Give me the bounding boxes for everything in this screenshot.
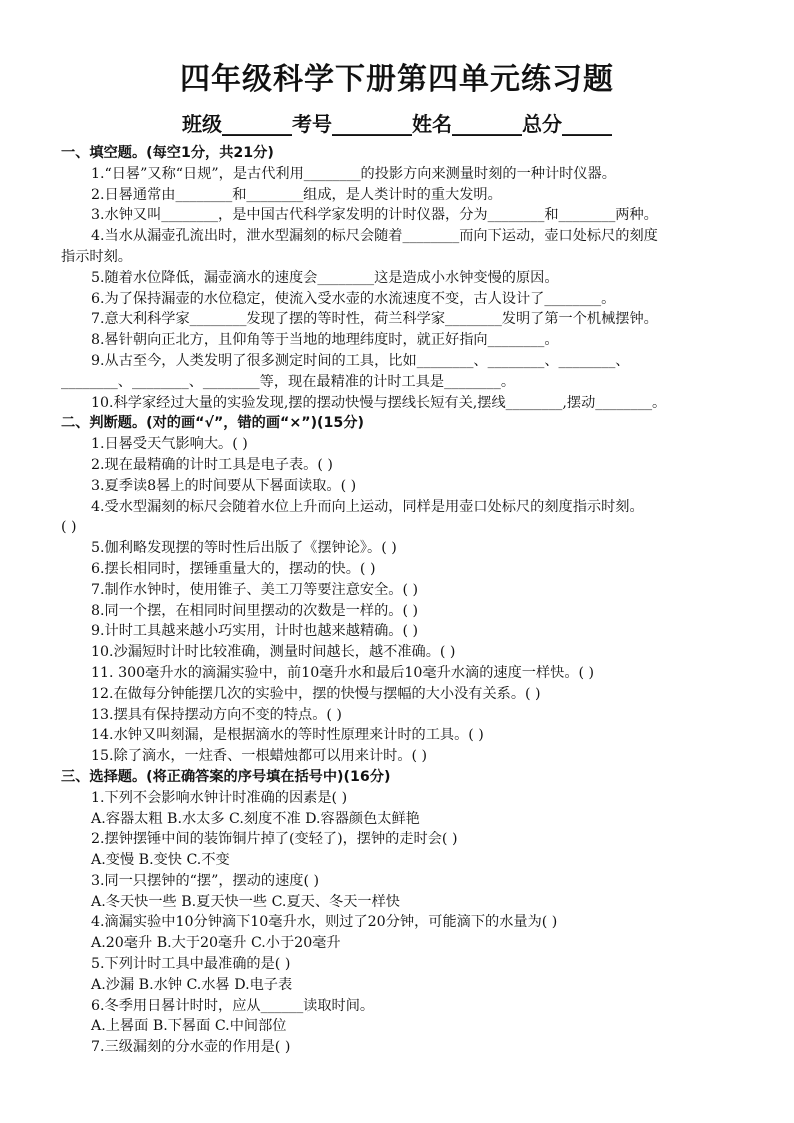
question-item: 5.随着水位降低，漏壶滴水的速度会________这是造成小水钟变慢的原因。 xyxy=(91,269,559,286)
question-item-continuation: ( ) xyxy=(61,519,77,536)
answer-options: A.20毫升 B.大于20毫升 C.小于20毫升 xyxy=(91,935,341,952)
question-item: 4.滴漏实验中10分钟滴下10毫升水，则过了20分钟，可能滴下的水量为( ) xyxy=(91,914,558,931)
question-item: 6.摆长相同时，摆锤重量大的，摆动的快。( ) xyxy=(91,560,376,577)
question-item: 3.夏季读8晷上的时间要从下晷面读取。( ) xyxy=(91,477,357,494)
question-item: 12.在做每分钟能摆几次的实验中，摆的快慢与摆幅的大小没有关系。( ) xyxy=(91,685,541,702)
question-item: 15.除了滴水，一炷香、一根蜡烛都可以用来计时。( ) xyxy=(91,748,428,765)
answer-options: A.沙漏 B.水钟 C.水晷 D.电子表 xyxy=(91,976,293,993)
answer-options: A.容器太粗 B.水太多 C.刻度不准 D.容器颜色太鲜艳 xyxy=(91,810,420,827)
question-item: 3.同一只摆钟的“摆”，摆动的速度( ) xyxy=(91,872,320,889)
question-item: 8.晷针朝向正北方，且仰角等于当地的地理纬度时，就正好指向________。 xyxy=(91,332,559,349)
question-item: 7.三级漏刻的分水壶的作用是( ) xyxy=(91,1039,291,1056)
question-item: 5.伽利略发现摆的等时性后出版了《摆钟论》。( ) xyxy=(91,540,397,557)
question-item: 11. 300毫升水的滴漏实验中，前10毫升水和最后10毫升水滴的速度一样快。( ) xyxy=(91,664,595,681)
question-item: 9.从古至今，人类发明了很多测定时间的工具，比如________、________、________、 xyxy=(91,352,630,369)
question-item: 1.下列不会影响水钟计时准确的因素是( ) xyxy=(91,789,348,806)
section-heading-fill-blank: 一、填空题。(每空1分，共21分) xyxy=(61,145,274,161)
answer-options: A.上晷面 B.下晷面 C.中间部位 xyxy=(91,1018,287,1035)
question-item: 13.摆具有保持摆动方向不变的特点。( ) xyxy=(91,706,342,723)
section-heading-true-false: 二、判断题。(对的画“√”，错的画“×”)(15分) xyxy=(61,415,364,432)
question-item: 7.意大利科学家________发现了摆的等时性，荷兰科学家________发明了第一个机械摆钟。 xyxy=(91,311,658,328)
question-item: 10.科学家经过大量的实验发现,摆的摆动快慢与摆线长短有关,摆线________,摆动________。 xyxy=(91,394,667,411)
question-item: 1.“日晷”又称“日规”，是古代利用________的投影方向来测量时刻的一种计时仪器。 xyxy=(91,165,616,182)
question-item: 1.日晷受天气影响大。( ) xyxy=(91,436,248,453)
question-item: 6.冬季用日晷计时时，应从______读取时间。 xyxy=(91,997,375,1014)
question-item: 8.同一个摆，在相同时间里摆动的次数是一样的。( ) xyxy=(91,602,419,619)
question-item: 9.计时工具越来越小巧实用，计时也越来越精确。( ) xyxy=(91,623,419,640)
question-item: 3.水钟又叫________，是中国古代科学家发明的计时仪器，分为________和________两种。 xyxy=(91,207,658,224)
question-item: 2.日晷通常由________和________组成，是人类计时的重大发明。 xyxy=(91,186,502,203)
question-item-continuation: ________、________、________等，现在最精准的计时工具是________。 xyxy=(61,373,516,390)
question-item: 7.制作水钟时，使用锥子、美工刀等要注意安全。( ) xyxy=(91,581,419,598)
question-item: 4.受水型漏刻的标尺会随着水位上升而向上运动，同样是用壶口处标尺的刻度指示时刻。 xyxy=(91,498,644,515)
answer-options: A.变慢 B.变快 C.不变 xyxy=(91,852,230,869)
question-item-continuation: 指示时刻。 xyxy=(61,248,132,265)
question-item: 4.当水从漏壶孔流出时，泄水型漏刻的标尺会随着________而向下运动，壶口处标尺的刻度 xyxy=(91,228,658,245)
exam-content xyxy=(61,143,741,1058)
question-item: 6.为了保持漏壶的水位稳定，使流入受水壶的水流速度不变，古人设计了________。 xyxy=(91,290,616,307)
question-item: 14.水钟又叫刻漏，是根据滴水的等时性原理来计时的工具。( ) xyxy=(91,727,484,744)
student-info-line: 班级_______考号________姓名_______总分_____ xyxy=(182,112,612,136)
section-heading-multiple-choice: 三、选择题。(将正确答案的序号填在括号中)(16分) xyxy=(61,768,391,785)
question-item: 2.现在最精确的计时工具是电子表。( ) xyxy=(91,456,333,473)
question-item: 2.摆钟摆锤中间的装饰铜片掉了(变轻了)，摆钟的走时会( ) xyxy=(91,831,458,848)
answer-options: A.冬天快一些 B.夏天快一些 C.夏天、冬天一样快 xyxy=(91,893,400,910)
question-item: 10.沙漏短时计时比较准确，测量时间越长，越不准确。( ) xyxy=(91,644,456,661)
page-title: 四年级科学下册第四单元练习题 xyxy=(180,62,614,97)
question-item: 5.下列计时工具中最准确的是( ) xyxy=(91,956,291,973)
